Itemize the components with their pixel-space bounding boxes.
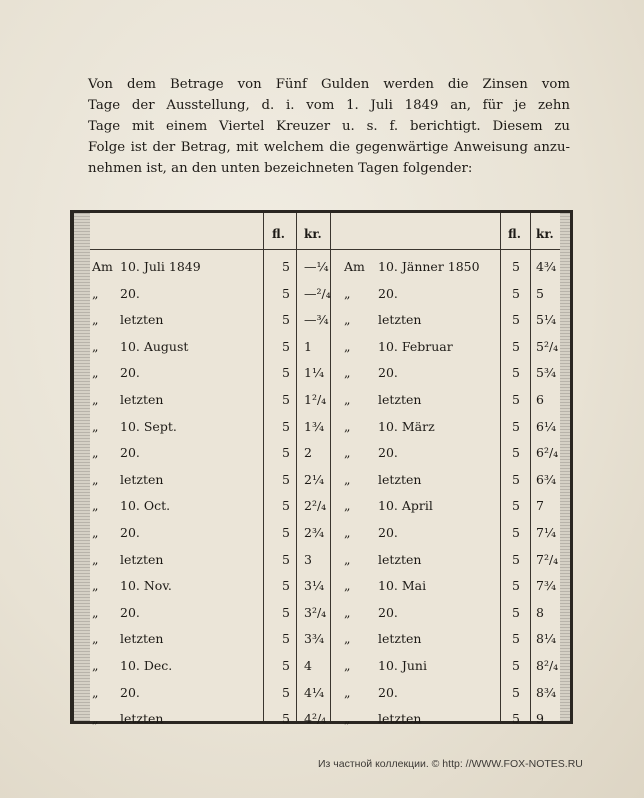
- prefix-right: „: [344, 445, 351, 461]
- florin-left: 5: [282, 365, 290, 381]
- table-row: [74, 259, 570, 288]
- florin-left: 5: [282, 711, 290, 727]
- table-row: [74, 552, 570, 581]
- florin-left: 5: [282, 684, 290, 700]
- date-left: letzten: [120, 551, 164, 567]
- prefix-left: „: [92, 604, 99, 620]
- kreuzer-right: 6¾: [536, 471, 557, 487]
- date-right: 10. Mai: [378, 578, 427, 594]
- table-row: [74, 685, 570, 714]
- date-left: 20.: [120, 525, 140, 540]
- prefix-right: „: [344, 551, 351, 567]
- prefix-right: „: [344, 338, 351, 354]
- kreuzer-left: —¼: [304, 259, 329, 274]
- date-left: 20.: [120, 604, 140, 620]
- date-left: 10. August: [120, 338, 189, 354]
- prefix-right: „: [344, 604, 351, 620]
- table-row: [74, 578, 570, 607]
- intro-line-4: Folge ist der Betrag, mit welchem die gegenwärtige Anweisung anzu-: [88, 140, 570, 155]
- florin-right: 5: [512, 711, 520, 727]
- kreuzer-right: 9: [536, 711, 544, 727]
- prefix-left: Am: [92, 259, 113, 274]
- date-left: letzten: [120, 711, 164, 727]
- florin-right: 5: [512, 259, 520, 274]
- kreuzer-left: 1²/₄: [304, 392, 327, 407]
- florin-left: 5: [282, 551, 290, 567]
- header-fl: fl.: [272, 227, 285, 241]
- kreuzer-right: 7¾: [536, 578, 557, 594]
- kreuzer-right: 7¼: [536, 525, 557, 540]
- date-left: letzten: [120, 392, 164, 407]
- intro-text: [88, 74, 570, 179]
- kreuzer-left: 2¾: [304, 525, 325, 540]
- kreuzer-left: 1: [304, 338, 312, 354]
- date-left: 10. Sept.: [120, 418, 177, 434]
- kreuzer-left: 4: [304, 658, 312, 673]
- florin-left: 5: [282, 312, 290, 328]
- header-kr-2: kr.: [536, 227, 554, 241]
- florin-right: 5: [512, 365, 520, 381]
- florin-left: 5: [282, 525, 290, 540]
- prefix-right: „: [344, 631, 351, 647]
- kreuzer-right: 5: [536, 285, 544, 301]
- date-left: 20.: [120, 365, 140, 381]
- table-row: [74, 472, 570, 501]
- date-right: 20.: [378, 285, 398, 301]
- kreuzer-left: 3¾: [304, 631, 325, 647]
- florin-right: 5: [512, 445, 520, 461]
- table-row: [74, 365, 570, 394]
- date-right: 20.: [378, 365, 398, 381]
- date-right: 20.: [378, 684, 398, 700]
- prefix-left: „: [92, 711, 99, 727]
- date-left: 10. Dec.: [120, 658, 173, 673]
- header-kr: kr.: [304, 227, 322, 241]
- kreuzer-left: —²/₄: [304, 285, 331, 301]
- prefix-left: „: [92, 684, 99, 700]
- florin-right: 5: [512, 312, 520, 328]
- florin-right: 5: [512, 498, 520, 514]
- date-left: 10. Juli 1849: [120, 259, 201, 274]
- date-right: letzten: [378, 471, 422, 487]
- florin-left: 5: [282, 285, 290, 301]
- prefix-right: „: [344, 711, 351, 727]
- florin-right: 5: [512, 392, 520, 407]
- table-row: [74, 631, 570, 660]
- date-right: 10. Juni: [378, 658, 427, 673]
- prefix-right: „: [344, 392, 351, 407]
- kreuzer-right: 8: [536, 604, 544, 620]
- kreuzer-right: 5¼: [536, 312, 557, 328]
- table-row: [74, 498, 570, 527]
- kreuzer-right: 8²/₄: [536, 658, 559, 673]
- kreuzer-left: 4²/₄: [304, 711, 327, 727]
- date-left: letzten: [120, 471, 164, 487]
- date-right: 20.: [378, 604, 398, 620]
- florin-left: 5: [282, 604, 290, 620]
- prefix-left: „: [92, 525, 99, 540]
- prefix-right: „: [344, 498, 351, 514]
- florin-left: 5: [282, 631, 290, 647]
- prefix-left: „: [92, 498, 99, 514]
- florin-right: 5: [512, 631, 520, 647]
- date-right: 10. April: [378, 498, 433, 514]
- florin-right: 5: [512, 418, 520, 434]
- collection-credit: Из частной коллекции. © http: //WWW.FOX-NOTES.RU: [318, 758, 583, 770]
- florin-left: 5: [282, 658, 290, 673]
- florin-right: 5: [512, 471, 520, 487]
- florin-left: 5: [282, 392, 290, 407]
- kreuzer-right: 6: [536, 392, 544, 407]
- date-right: letzten: [378, 711, 422, 727]
- intro-line-5: nehmen ist, an den unten bezeichneten Tagen folgender:: [88, 161, 473, 176]
- date-right: 10. Februar: [378, 338, 453, 354]
- date-left: 20.: [120, 445, 140, 461]
- prefix-right: „: [344, 365, 351, 381]
- prefix-left: „: [92, 392, 99, 407]
- header-divider: [90, 249, 560, 250]
- prefix-left: „: [92, 418, 99, 434]
- kreuzer-left: 1¼: [304, 365, 325, 381]
- kreuzer-right: 5²/₄: [536, 338, 559, 354]
- intro-line-3: Tage mit einem Viertel Kreuzer u. s. f. berichtigt. Diesem zu: [88, 119, 570, 134]
- prefix-right: „: [344, 525, 351, 540]
- header-fl-2: fl.: [508, 227, 521, 241]
- prefix-right: „: [344, 578, 351, 594]
- prefix-left: „: [92, 631, 99, 647]
- florin-right: 5: [512, 525, 520, 540]
- date-right: letzten: [378, 551, 422, 567]
- prefix-left: „: [92, 578, 99, 594]
- prefix-right: Am: [344, 259, 365, 274]
- kreuzer-left: 3²/₄: [304, 604, 327, 620]
- florin-left: 5: [282, 471, 290, 487]
- date-left: letzten: [120, 631, 164, 647]
- table-row: [74, 286, 570, 315]
- date-right: 10. Jänner 1850: [378, 259, 480, 274]
- kreuzer-left: 3: [304, 551, 312, 567]
- date-right: letzten: [378, 392, 422, 407]
- date-right: letzten: [378, 312, 422, 328]
- prefix-left: „: [92, 365, 99, 381]
- intro-line-1: Von dem Betrage von Fünf Gulden werden die Zinsen vom: [88, 77, 570, 92]
- prefix-left: „: [92, 445, 99, 461]
- prefix-right: „: [344, 418, 351, 434]
- table-row: [74, 658, 570, 687]
- kreuzer-left: 2²/₄: [304, 498, 327, 514]
- table-row: [74, 419, 570, 448]
- florin-right: 5: [512, 658, 520, 673]
- date-right: 10. März: [378, 418, 435, 434]
- date-left: 10. Oct.: [120, 498, 171, 514]
- date-left: 10. Nov.: [120, 578, 172, 594]
- kreuzer-right: 6²/₄: [536, 445, 559, 461]
- date-left: letzten: [120, 312, 164, 328]
- date-left: 20.: [120, 285, 140, 301]
- prefix-right: „: [344, 684, 351, 700]
- florin-left: 5: [282, 578, 290, 594]
- table-row: [74, 711, 570, 740]
- table-row: [74, 339, 570, 368]
- kreuzer-right: 7²/₄: [536, 551, 559, 567]
- florin-right: 5: [512, 338, 520, 354]
- table-row: [74, 445, 570, 474]
- kreuzer-left: 4¼: [304, 684, 325, 700]
- florin-left: 5: [282, 498, 290, 514]
- interest-table: [70, 210, 573, 727]
- florin-left: 5: [282, 445, 290, 461]
- kreuzer-right: 5¾: [536, 365, 557, 381]
- kreuzer-left: 1¾: [304, 418, 325, 434]
- table-row: [74, 605, 570, 634]
- kreuzer-right: 4¾: [536, 259, 557, 274]
- florin-right: 5: [512, 551, 520, 567]
- florin-right: 5: [512, 578, 520, 594]
- prefix-right: „: [344, 471, 351, 487]
- kreuzer-left: 2¼: [304, 471, 325, 487]
- kreuzer-right: 7: [536, 498, 544, 514]
- kreuzer-right: 8¾: [536, 684, 557, 700]
- date-right: 20.: [378, 525, 398, 540]
- kreuzer-left: 2: [304, 445, 312, 461]
- date-right: letzten: [378, 631, 422, 647]
- florin-left: 5: [282, 418, 290, 434]
- prefix-left: „: [92, 658, 99, 673]
- prefix-right: „: [344, 285, 351, 301]
- prefix-right: „: [344, 312, 351, 328]
- florin-right: 5: [512, 604, 520, 620]
- florin-right: 5: [512, 684, 520, 700]
- kreuzer-left: —¾: [304, 312, 329, 328]
- prefix-left: „: [92, 471, 99, 487]
- table-row: [74, 392, 570, 421]
- florin-left: 5: [282, 259, 290, 274]
- prefix-left: „: [92, 338, 99, 354]
- florin-right: 5: [512, 285, 520, 301]
- florin-left: 5: [282, 338, 290, 354]
- date-right: 20.: [378, 445, 398, 461]
- date-left: 20.: [120, 684, 140, 700]
- prefix-left: „: [92, 551, 99, 567]
- kreuzer-right: 6¼: [536, 418, 557, 434]
- intro-line-2: Tage der Ausstellung, d. i. vom 1. Juli 1849 an, für je zehn: [88, 98, 570, 113]
- table-row: [74, 525, 570, 554]
- prefix-left: „: [92, 312, 99, 328]
- prefix-left: „: [92, 285, 99, 301]
- table-row: [74, 312, 570, 341]
- kreuzer-right: 8¼: [536, 631, 557, 647]
- prefix-right: „: [344, 658, 351, 673]
- kreuzer-left: 3¼: [304, 578, 325, 594]
